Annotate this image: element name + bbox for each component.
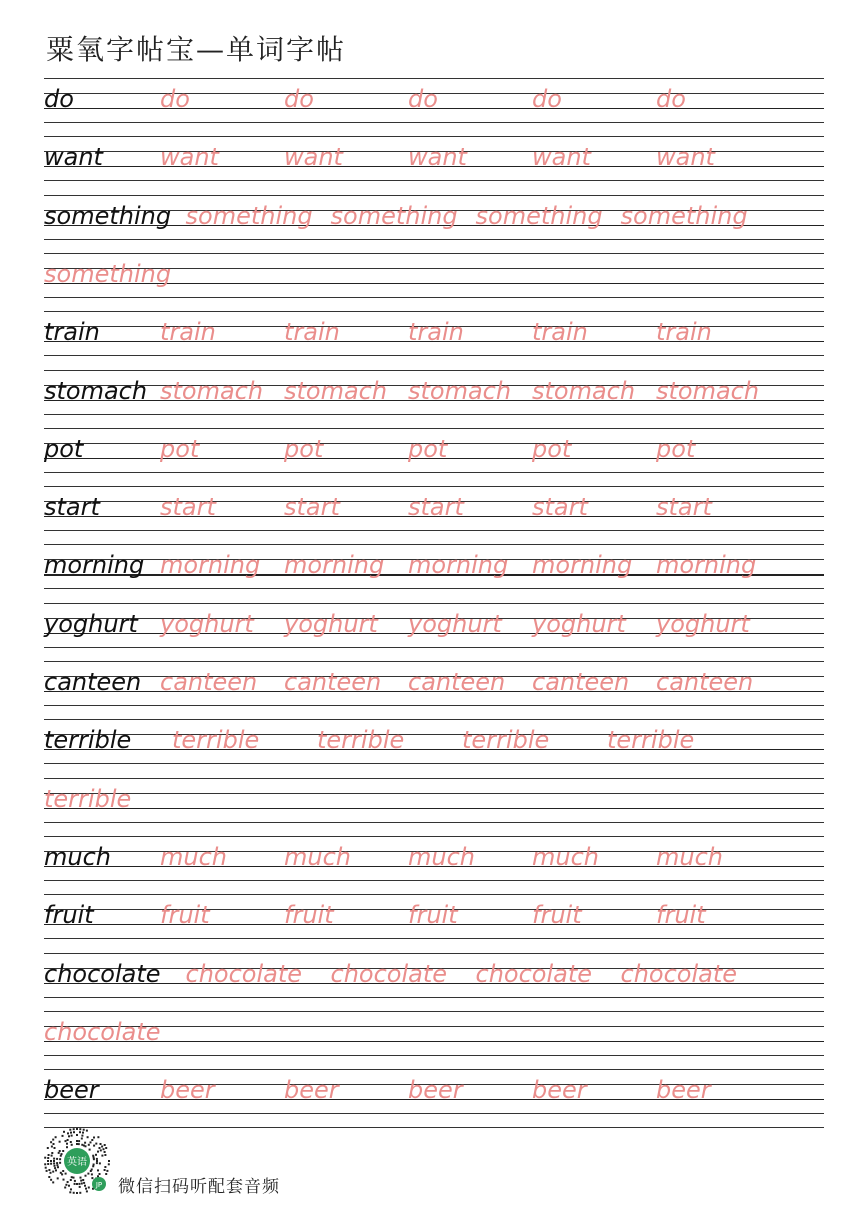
tracing-word: stomach bbox=[656, 376, 760, 405]
model-word: chocolate bbox=[44, 959, 161, 988]
tracing-word: beer bbox=[656, 1076, 711, 1105]
model-word: fruit bbox=[44, 901, 94, 930]
tracing-word: beer bbox=[408, 1076, 463, 1105]
tracing-word: do bbox=[408, 85, 438, 113]
svg-text:JP: JP bbox=[95, 1181, 103, 1189]
guide-line bbox=[44, 778, 824, 779]
tracing-word: canteen bbox=[284, 668, 382, 696]
tracing-word: beer bbox=[532, 1076, 587, 1105]
guide-line bbox=[44, 544, 824, 545]
model-word: start bbox=[44, 493, 100, 522]
tracing-word: want bbox=[408, 143, 467, 172]
model-word: stomach bbox=[44, 376, 148, 405]
tracing-word: chocolate bbox=[330, 959, 448, 988]
guide-line bbox=[44, 603, 824, 604]
scan-instruction: 微信扫码听配套音频 bbox=[118, 1177, 280, 1197]
tracing-word: train bbox=[408, 318, 464, 347]
tracing-word: morning bbox=[408, 551, 509, 580]
guide-line bbox=[44, 808, 824, 809]
model-word: something bbox=[44, 201, 172, 230]
guide-line bbox=[44, 938, 824, 939]
tracing-word: morning bbox=[532, 551, 633, 580]
tracing-word: terrible bbox=[462, 726, 550, 755]
tracing-word: yoghurt bbox=[160, 609, 254, 638]
tracing-word: do bbox=[160, 85, 190, 113]
tracing-word: start bbox=[408, 493, 464, 522]
tracing-word: terrible bbox=[317, 726, 405, 755]
guide-line bbox=[44, 734, 824, 735]
guide-line bbox=[44, 793, 824, 794]
guide-line bbox=[44, 78, 824, 79]
tracing-word: chocolate bbox=[44, 1017, 161, 1046]
tracing-word: yoghurt bbox=[408, 609, 502, 638]
guide-line bbox=[44, 997, 824, 998]
tracing-word: beer bbox=[160, 1076, 215, 1105]
guide-line bbox=[44, 486, 824, 487]
tracing-word: want bbox=[656, 143, 715, 172]
tracing-word: stomach bbox=[284, 376, 388, 405]
tracing-word: much bbox=[160, 842, 227, 871]
guide-line bbox=[44, 661, 824, 662]
guide-line bbox=[44, 1069, 824, 1070]
guide-line bbox=[44, 180, 824, 181]
guide-line bbox=[44, 763, 824, 764]
guide-line bbox=[44, 880, 824, 881]
guide-line bbox=[44, 414, 824, 415]
tracing-word: something bbox=[44, 259, 172, 288]
tracing-word: beer bbox=[284, 1076, 339, 1105]
model-word: much bbox=[44, 842, 111, 871]
guide-line bbox=[44, 311, 824, 312]
tracing-word: start bbox=[284, 493, 340, 522]
tracing-word: canteen bbox=[408, 668, 506, 696]
model-word: terrible bbox=[44, 726, 132, 755]
tracing-word: pot bbox=[408, 434, 448, 463]
guide-line bbox=[44, 1041, 824, 1042]
guide-line bbox=[44, 370, 824, 371]
tracing-word: much bbox=[532, 842, 599, 871]
tracing-word: do bbox=[656, 85, 686, 113]
guide-line bbox=[44, 355, 824, 356]
guide-line bbox=[44, 836, 824, 837]
guide-line bbox=[44, 822, 824, 823]
tracing-word: train bbox=[532, 318, 588, 347]
guide-line bbox=[44, 195, 824, 196]
model-word: train bbox=[44, 318, 100, 347]
guide-line bbox=[44, 253, 824, 254]
tracing-word: want bbox=[160, 143, 219, 172]
qr-badge-label: 英语 bbox=[67, 1157, 87, 1168]
tracing-word: morning bbox=[160, 551, 261, 580]
tracing-word: something bbox=[620, 201, 748, 230]
tracing-word: chocolate bbox=[185, 959, 303, 988]
model-word: canteen bbox=[44, 668, 142, 696]
tracing-word: train bbox=[160, 318, 216, 347]
guide-line bbox=[44, 1011, 824, 1012]
tracing-word: stomach bbox=[408, 376, 512, 405]
tracing-word: want bbox=[284, 143, 343, 172]
tracing-word: want bbox=[532, 143, 591, 172]
guide-line bbox=[44, 1113, 824, 1114]
tracing-word: train bbox=[656, 318, 712, 347]
guide-line bbox=[44, 894, 824, 895]
model-word: do bbox=[44, 85, 74, 113]
tracing-word: terrible bbox=[44, 784, 132, 813]
model-word: morning bbox=[44, 551, 145, 580]
guide-line bbox=[44, 1026, 824, 1027]
tracing-word: much bbox=[408, 842, 475, 871]
tracing-word: fruit bbox=[656, 901, 706, 930]
tracing-word: pot bbox=[656, 434, 696, 463]
tracing-word: canteen bbox=[160, 668, 258, 696]
tracing-word: something bbox=[475, 201, 603, 230]
tracing-word: start bbox=[160, 493, 216, 522]
tracing-word: fruit bbox=[284, 901, 334, 930]
tracing-word: much bbox=[284, 842, 351, 871]
model-word: want bbox=[44, 143, 103, 172]
tracing-word: canteen bbox=[656, 668, 754, 696]
guide-line bbox=[44, 239, 824, 240]
guide-line bbox=[44, 953, 824, 954]
guide-line bbox=[44, 1055, 824, 1056]
tracing-word: morning bbox=[656, 551, 757, 580]
tracing-word: fruit bbox=[408, 901, 458, 930]
guide-line bbox=[44, 122, 824, 123]
model-word: yoghurt bbox=[44, 609, 138, 638]
guide-line bbox=[44, 428, 824, 429]
tracing-word: chocolate bbox=[620, 959, 738, 988]
tracing-word: do bbox=[284, 85, 314, 113]
guide-line bbox=[44, 705, 824, 706]
qr-code-icon[interactable] bbox=[42, 1126, 112, 1196]
tracing-word: pot bbox=[160, 434, 200, 463]
tracing-word: something bbox=[185, 201, 313, 230]
guide-line bbox=[44, 297, 824, 298]
guide-line bbox=[44, 530, 824, 531]
guide-line bbox=[44, 647, 824, 648]
tracing-word: train bbox=[284, 318, 340, 347]
tracing-word: yoghurt bbox=[656, 609, 750, 638]
tracing-word: pot bbox=[532, 434, 572, 463]
guide-line bbox=[44, 136, 824, 137]
tracing-word: fruit bbox=[532, 901, 582, 930]
tracing-word: pot bbox=[284, 434, 324, 463]
tracing-word: morning bbox=[284, 551, 385, 580]
tracing-word: do bbox=[532, 85, 562, 113]
guide-line bbox=[44, 749, 824, 750]
tracing-word: terrible bbox=[172, 726, 260, 755]
model-word: pot bbox=[44, 434, 84, 463]
tracing-word: something bbox=[330, 201, 458, 230]
guide-line bbox=[44, 719, 824, 720]
tracing-word: yoghurt bbox=[284, 609, 378, 638]
footer bbox=[42, 1126, 442, 1206]
tracing-word: chocolate bbox=[475, 959, 593, 988]
tracing-word: start bbox=[532, 493, 588, 522]
tracing-word: fruit bbox=[160, 901, 210, 930]
guide-line bbox=[44, 588, 824, 589]
tracing-word: canteen bbox=[532, 668, 630, 696]
guide-line bbox=[44, 472, 824, 473]
tracing-word: stomach bbox=[160, 376, 264, 405]
tracing-word: terrible bbox=[607, 726, 695, 755]
tracing-word: stomach bbox=[532, 376, 636, 405]
model-word: beer bbox=[44, 1076, 99, 1105]
tracing-word: much bbox=[656, 842, 723, 871]
tracing-word: start bbox=[656, 493, 712, 522]
page-title: 粟氧字帖宝—单词字帖 bbox=[46, 33, 347, 66]
tracing-word: yoghurt bbox=[532, 609, 626, 638]
